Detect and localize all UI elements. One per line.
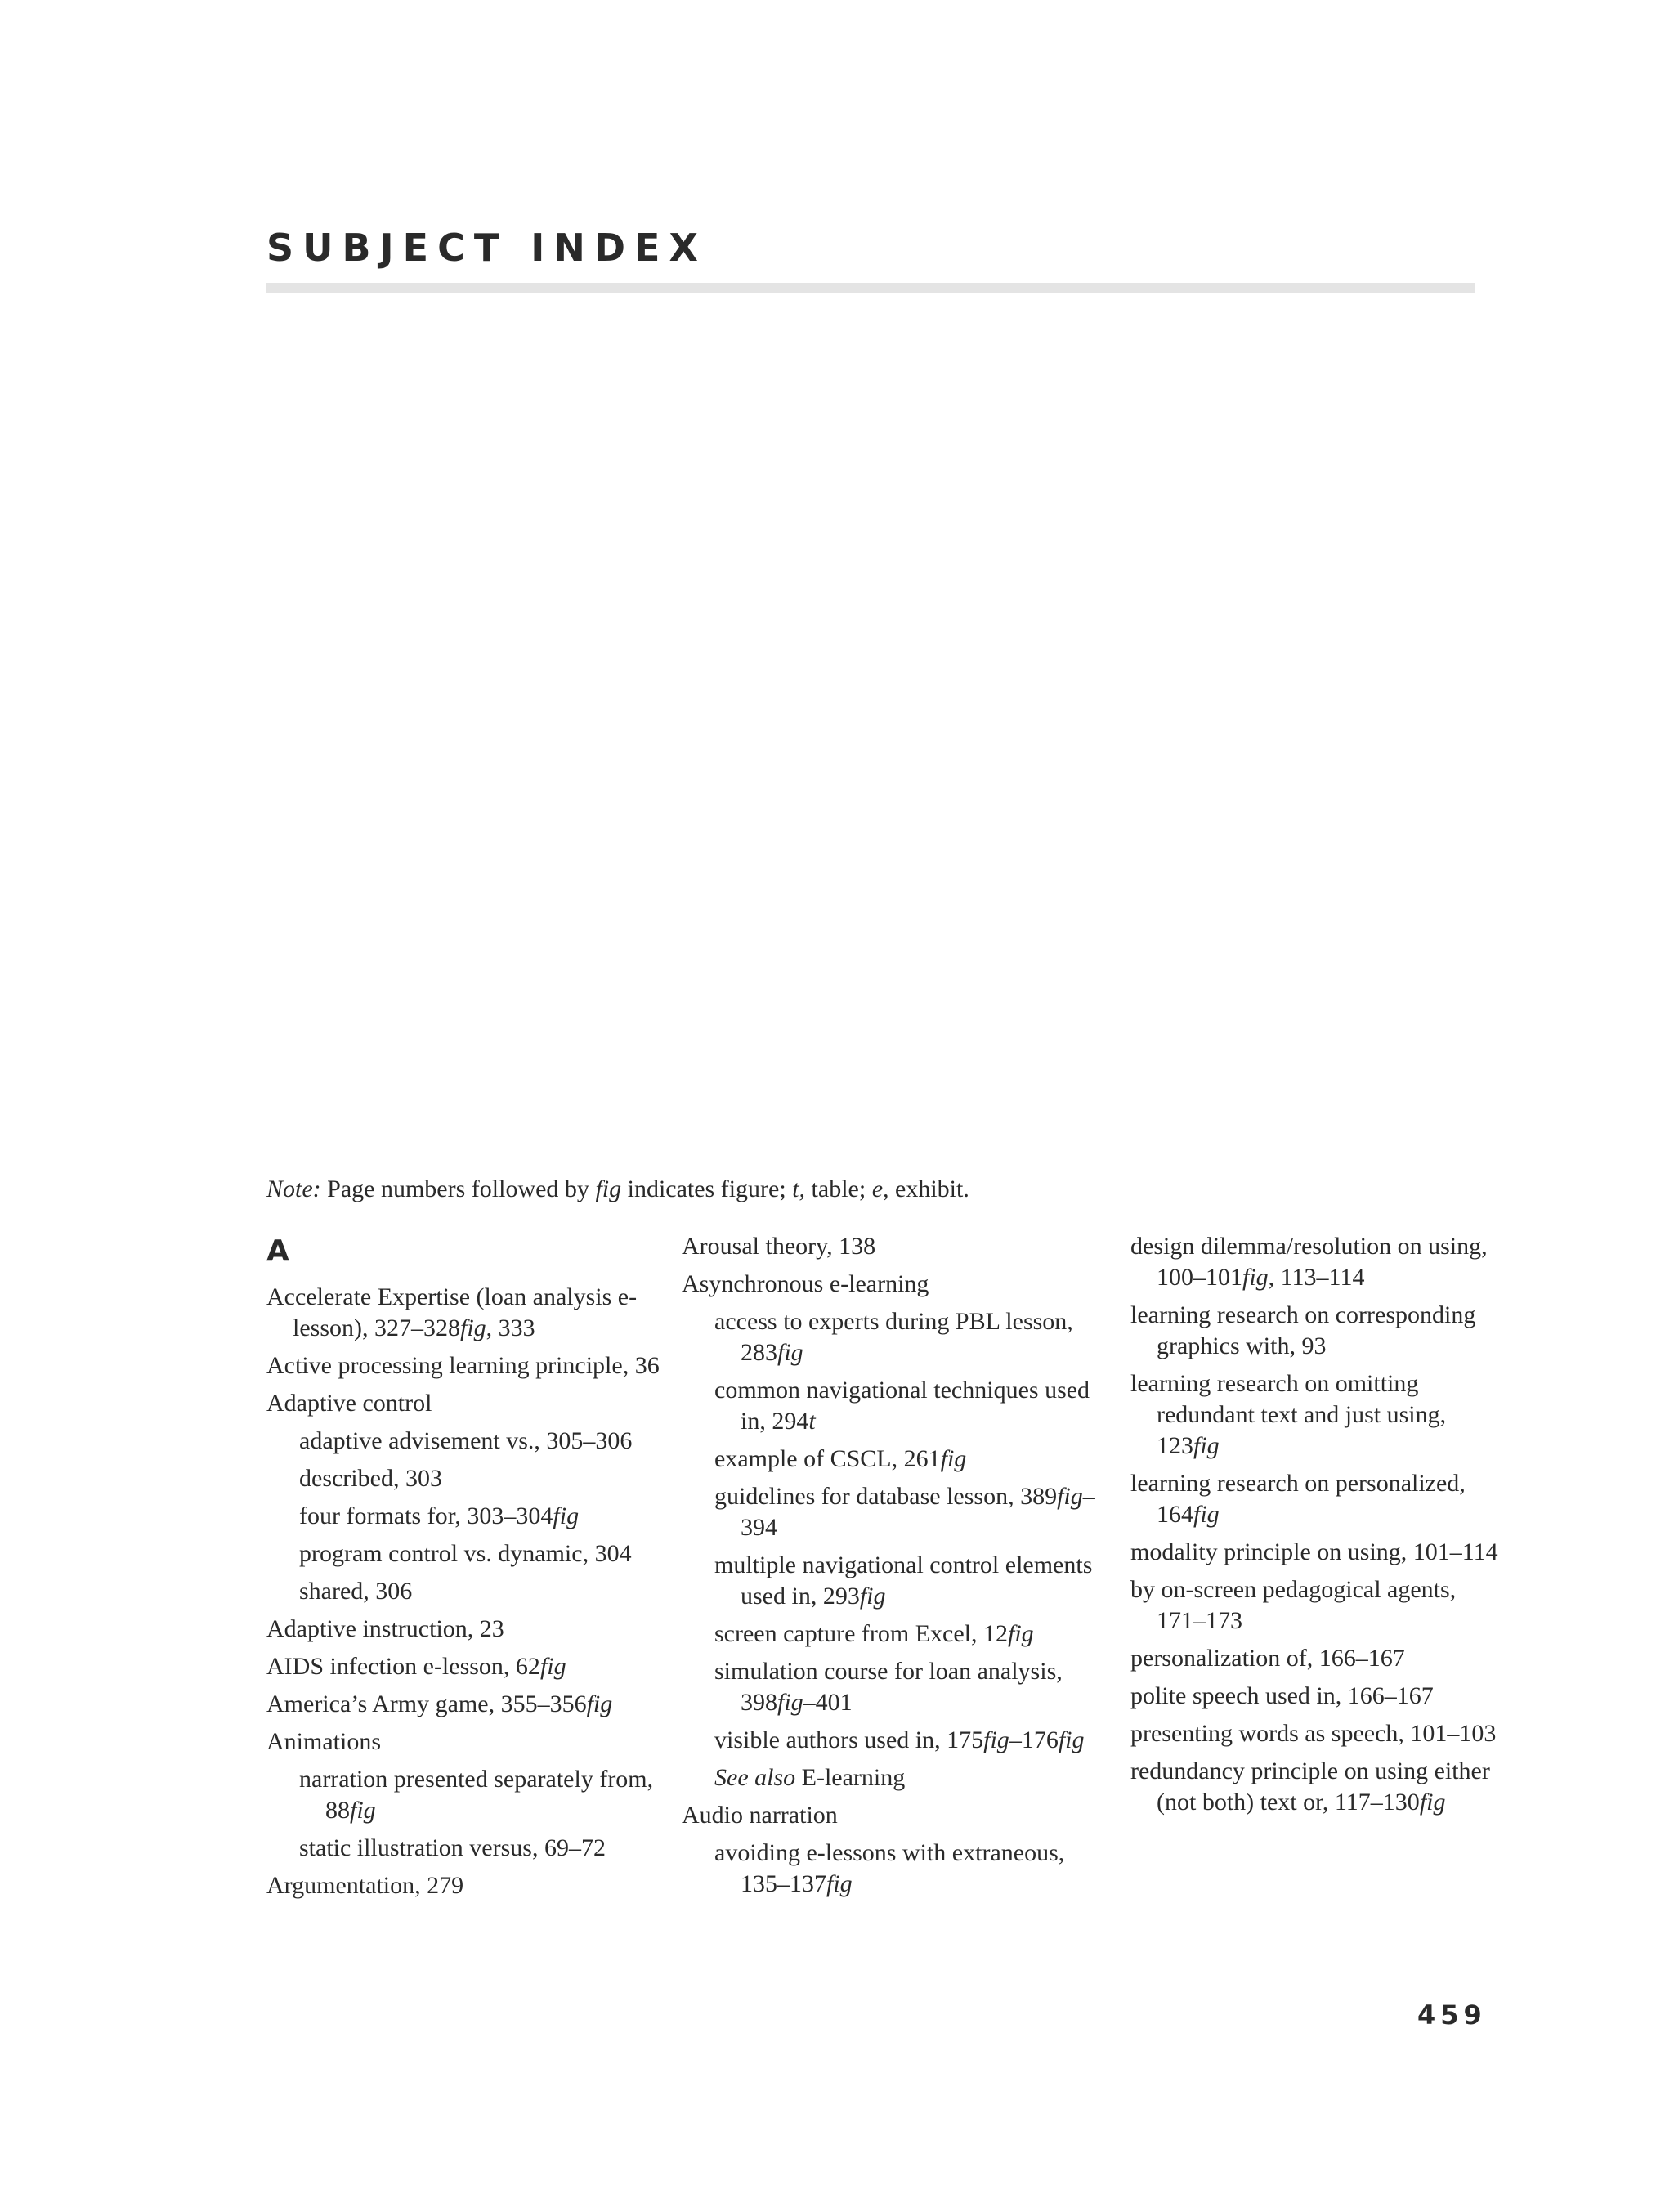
note-text-4: exhibit. <box>895 1175 969 1202</box>
note-text-1: Page numbers followed by <box>327 1175 589 1202</box>
index-entry: learning research on omitting redundant text and just using, 123fig <box>1130 1370 1447 1459</box>
index-entry: program control vs. dynamic, 304 <box>299 1540 632 1567</box>
page-title: SUBJECT INDEX <box>266 226 707 270</box>
index-entry: Arousal theory, 138 <box>682 1233 876 1260</box>
index-entry: Adaptive control <box>266 1390 432 1417</box>
index-entry: learning research on personalized, 164fig <box>1130 1470 1466 1528</box>
index-entry: learning research on corresponding graphics with, 93 <box>1130 1301 1476 1359</box>
index-column-3 <box>1130 1231 1506 1825</box>
note-text-2: indicates figure; <box>627 1175 786 1202</box>
index-entry: access to experts during PBL lesson, 283fig <box>714 1308 1073 1366</box>
index-entry: See also E-learning <box>714 1764 906 1791</box>
index-note <box>266 1175 969 1203</box>
index-entry: redundancy principle on using either (not both) text or, 117–130fig <box>1130 1758 1490 1816</box>
index-entry: guidelines for database lesson, 389fig–394 <box>714 1483 1095 1541</box>
index-column-1 <box>266 1231 675 1908</box>
page-number: 459 <box>1417 1999 1487 2031</box>
index-entry: Asynchronous e-learning <box>682 1270 929 1297</box>
index-entry: simulation course for loan analysis, 398fig–401 <box>714 1658 1063 1716</box>
index-entry: Animations <box>266 1728 381 1755</box>
title-rule <box>266 283 1475 293</box>
index-entry: AIDS infection e-lesson, 62fig <box>266 1653 566 1680</box>
index-entry: narration presented separately from, 88fig <box>299 1766 654 1824</box>
index-entry: polite speech used in, 166–167 <box>1130 1682 1434 1709</box>
index-column-2 <box>682 1231 1107 1906</box>
note-label: Note: <box>266 1175 321 1202</box>
index-entry: screen capture from Excel, 12fig <box>714 1620 1034 1647</box>
index-entry: multiple navigational control elements used in, 293fig <box>714 1552 1093 1610</box>
note-e: e, <box>871 1175 889 1202</box>
index-entry: example of CSCL, 261fig <box>714 1445 967 1472</box>
index-entry: by on-screen pedagogical agents, 171–173 <box>1130 1576 1457 1634</box>
section-letter: A <box>266 1234 289 1268</box>
index-entry: presenting words as speech, 101–103 <box>1130 1720 1497 1747</box>
note-text-3: table; <box>811 1175 866 1202</box>
note-fig: fig <box>595 1175 622 1202</box>
index-entry: Argumentation, 279 <box>266 1872 464 1899</box>
index-entry: four formats for, 303–304fig <box>299 1502 580 1529</box>
index-entry: Adaptive instruction, 23 <box>266 1615 504 1642</box>
index-entry: adaptive advisement vs., 305–306 <box>299 1427 633 1454</box>
index-entry: visible authors used in, 175fig–176fig <box>714 1726 1085 1753</box>
index-entry: design dilemma/resolution on using, 100–101fig, 113–114 <box>1130 1233 1488 1291</box>
index-entry: Active processing learning principle, 36 <box>266 1352 660 1379</box>
index-entry: described, 303 <box>299 1465 442 1492</box>
index-entry: common navigational techniques used in, 294t <box>714 1377 1090 1435</box>
index-entry: America’s Army game, 355–356fig <box>266 1690 613 1717</box>
index-entry: modality principle on using, 101–114 <box>1130 1538 1498 1565</box>
index-entry: shared, 306 <box>299 1578 413 1605</box>
index-entry: static illustration versus, 69–72 <box>299 1834 606 1861</box>
index-entry: Accelerate Expertise (loan analysis e-lesson), 327–328fig, 333 <box>266 1283 638 1341</box>
note-t: t, <box>792 1175 806 1202</box>
index-entry: avoiding e-lessons with extraneous, 135–137fig <box>714 1839 1065 1897</box>
index-entry: Audio narration <box>682 1802 838 1829</box>
index-entry: personalization of, 166–167 <box>1130 1645 1405 1672</box>
